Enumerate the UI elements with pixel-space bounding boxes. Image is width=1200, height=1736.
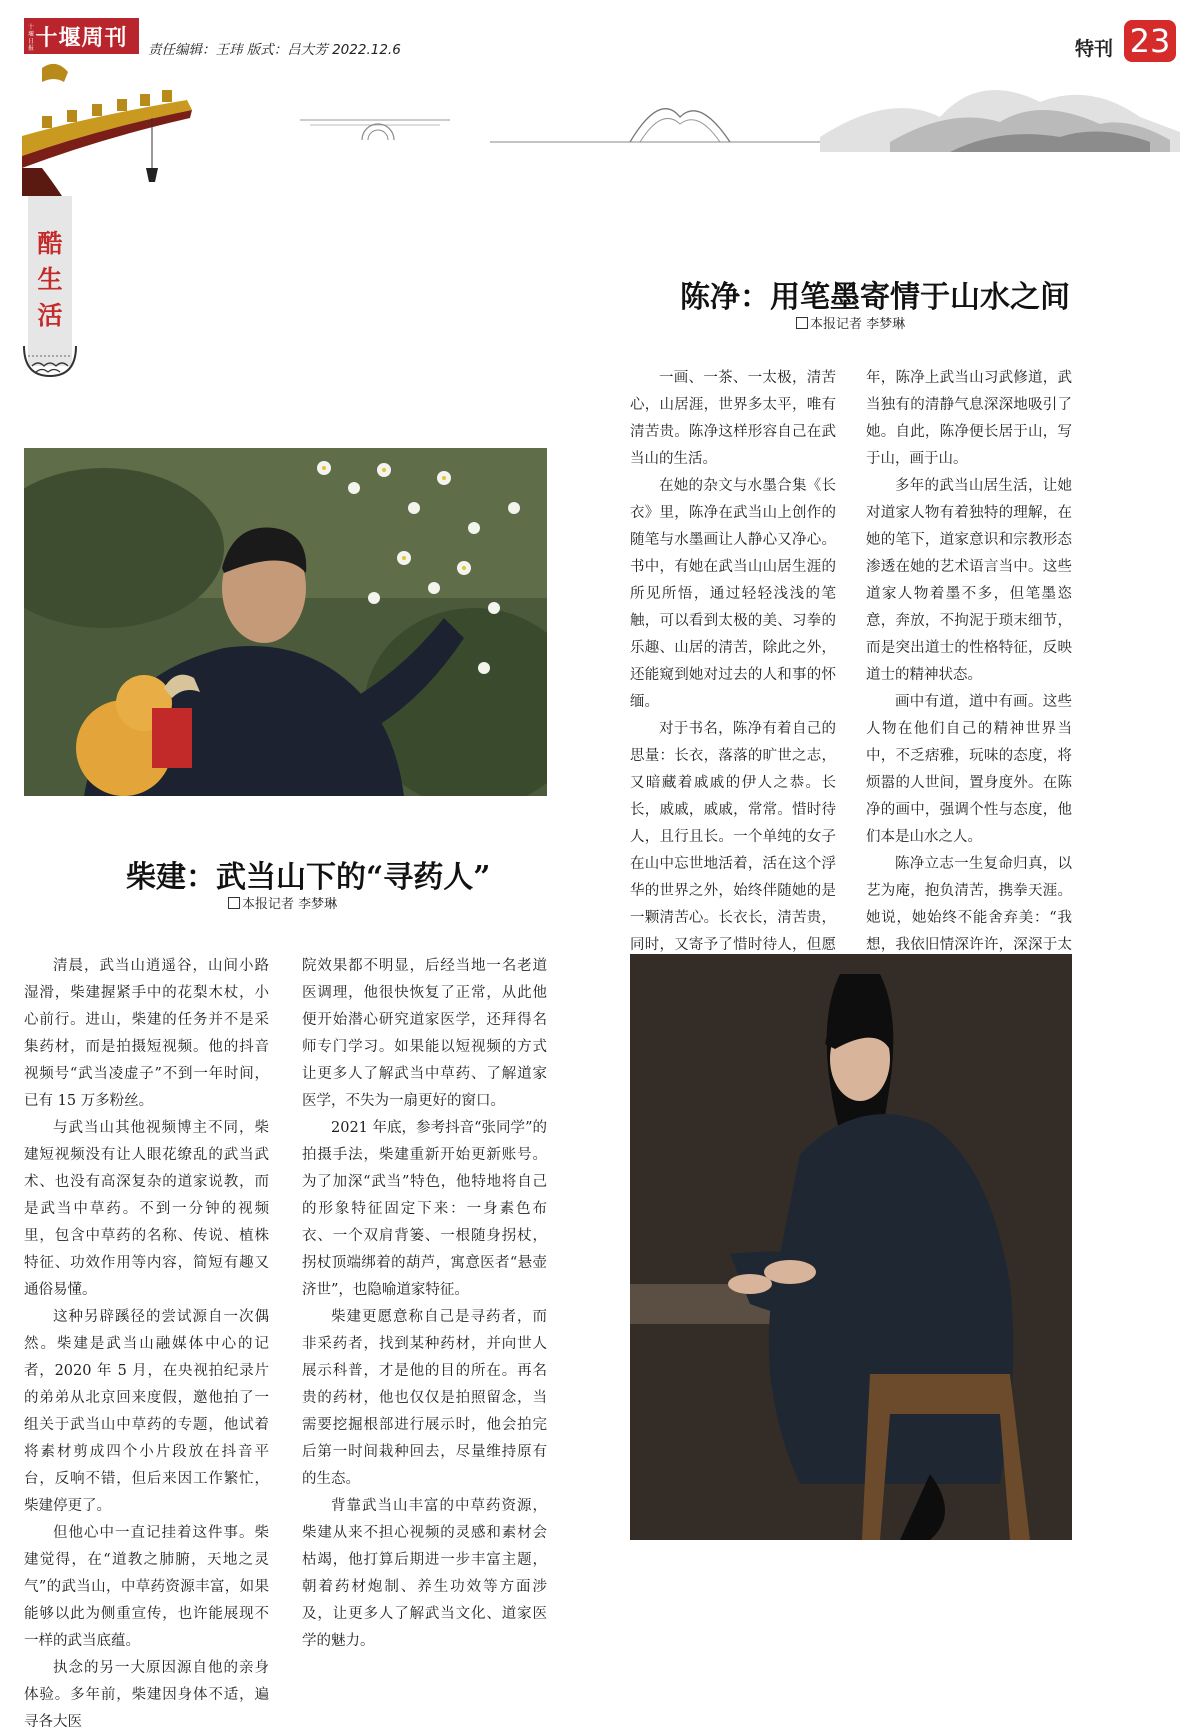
paragraph: 执念的另一大原因源自他的亲身体验。多年前，柴建因身体不适，遍寻各大医: [24, 1660, 269, 1730]
photo-chenjing: [630, 954, 1072, 1540]
ink-mountain-decoration: [300, 62, 1180, 152]
section-label-char: 酷: [37, 229, 63, 258]
paragraph: 柴建更愿意称自己是寻药者，而非采药者，找到某种药材，并向世人展示科普，才是他的目的所在。再名贵的药材，他也仅仅是拍照留念，当需要挖掘根部进行展示时，他会拍完后第一时间栽种回去，尽量维持原有的生态。: [302, 1309, 547, 1487]
article-title-chenjing: 陈净：用笔墨寄情于山水之间: [680, 280, 1070, 315]
byline-text: 本报记者 李梦琳: [242, 897, 338, 912]
byline-box-icon: [228, 897, 240, 909]
page-number: 23: [1124, 20, 1176, 62]
paragraph: 2021 年底，参考抖音“张同学”的拍摄手法，柴建重新开始更新账号。为了加深“武当”特色，他特地将自己的形象特征固定下来：一身素色布衣、一个双肩背篓、一根随身拐杖，拐杖顶端绑着的葫芦，寓意医者“悬壶济世”，也隐喻道家特征。: [302, 1120, 547, 1298]
paragraph: 与武当山其他视频博主不同，柴建短视频没有让人眼花缭乱的武当武术、也没有高深复杂的道家说教，而是武当中草药。不到一分钟的视频里，包含中草药的名称、传说、植株特征、功效作用等内容，简短有趣又通俗易懂。: [24, 1120, 269, 1298]
paragraph: 对于书名，陈净有着自己的思量：长衣，落落的旷世之志，又暗藏着戚戚的伊人之恭。长长，戚戚，戚戚，常常。惜时待人，且行且长。一个单纯的女子在山中忘世地活着，活在这个浮华的世界之外，始终伴随她的是一颗清苦心。长衣长，清苦贵，同时，又寄予了惜时待人，但愿: [630, 721, 836, 953]
article-column-chaijian-2: [302, 953, 547, 1655]
section-label-char: 生: [37, 265, 63, 294]
paragraph: 多年的武当山居生活，让她对道家人物有着独特的理解，在她的笔下，道家意识和宗教形态渗透在她的艺术语言当中。这些道家人物着墨不多，但笔墨恣意，奔放，不拘泥于琐末细节，而是突出道士的性格特征，反映道士的精神状态。: [866, 478, 1072, 683]
photo-chaijian: [24, 448, 547, 796]
editor-line: 责任编辑：王玮 版式：吕大芳 2022.12.6: [148, 42, 401, 58]
paragraph: 在她的杂文与水墨合集《长衣》里，陈净在武当山上创作的随笔与水墨画让人静心又净心。书中，有她在武当山山居生涯的所见所悟，通过轻轻浅浅的笔触，可以看到太极的美、习拳的乐趣、山居的清苦，除此之外，还能窥到她对过去的人和事的怀缅。: [630, 478, 836, 710]
paragraph: 画中有道，道中有画。这些人物在他们自己的精神世界当中，不乏痞雅，玩味的态度，将烦嚣的人世间，置身度外。在陈净的画中，强调个性与态度，他们本是山水之人。: [866, 694, 1072, 845]
byline-box-icon: [796, 317, 808, 329]
paragraph: 清晨，武当山逍遥谷，山间小路湿滑，柴建握紧手中的花梨木杖，小心前行。进山，柴建的任务并不是采集药材，而是拍摄短视频。他的抖音视频号“武当凌虚子”不到一年时间，已有 15 万多粉丝。: [24, 958, 269, 1109]
paragraph: 院效果都不明显，后经当地一名老道医调理，他很快恢复了正常，从此他便开始潜心研究道家医学，还拜得名师专门学习。如果能以短视频的方式让更多人了解武当中草药、了解道家医学，不失为一扇更好的窗口。: [302, 958, 547, 1109]
paragraph: 但他心中一直记挂着这件事。柴建觉得，在“道教之肺腑，天地之灵气”的武当山，中草药资源丰富，如果能够以此为侧重宣传，也许能展现不一样的武当底蕴。: [24, 1525, 269, 1649]
masthead: [24, 18, 139, 54]
paragraph: 一画、一茶、一太极，清苦心，山居涯，世界多太平，唯有清苦贵。陈净这样形容自己在武当山的生活。: [630, 370, 836, 467]
section-special-label: 特刊: [1075, 38, 1114, 60]
masthead-tiny: 十堰日报: [28, 24, 36, 52]
byline-chenjing: [796, 313, 905, 332]
paragraph: 这种另辟蹊径的尝试源自一次偶然。柴建是武当山融媒体中心的记者，2020 年 5 月，在央视拍纪录片的弟弟从北京回来度假，邀他拍了一组关于武当山中草药的专题，他试着将素材剪成四个小片段放在抖音平台，反响不错，但后来因工作繁忙，柴建停更了。: [24, 1309, 269, 1514]
masthead-title: 十堰周刊: [35, 25, 128, 51]
byline-text: 本报记者 李梦琳: [810, 317, 906, 332]
roof-eave-decoration: [22, 56, 197, 206]
article-column-chenjing-2: [866, 365, 1072, 1013]
section-label-char: 活: [37, 301, 63, 330]
paragraph: 年，陈净上武当山习武修道，武当独有的清静气息深深地吸引了她。自此，陈净便长居于山，写于山，画于山。: [866, 370, 1072, 467]
article-title-chaijian: 柴建：武当山下的“寻药人”: [126, 860, 491, 895]
byline-chaijian: [228, 893, 337, 912]
section-label: [28, 226, 72, 334]
paragraph: 背靠武当山丰富的中草药资源，柴建从来不担心视频的灵感和素材会枯竭，他打算后期进一步丰富主题，朝着药材炮制、养生功效等方面涉及，让更多人了解武当文化、道家医学的魅力。: [302, 1498, 547, 1649]
paragraph: 陈净立志一生复命归真，以艺为庵，抱负清苦，携拳天涯。她说，她始终不能舍弃美：“我想，我依旧情深许许，深深于太: [866, 856, 1072, 953]
wave-decoration-icon: [22, 342, 78, 378]
article-column-chaijian-1: [24, 953, 269, 1736]
